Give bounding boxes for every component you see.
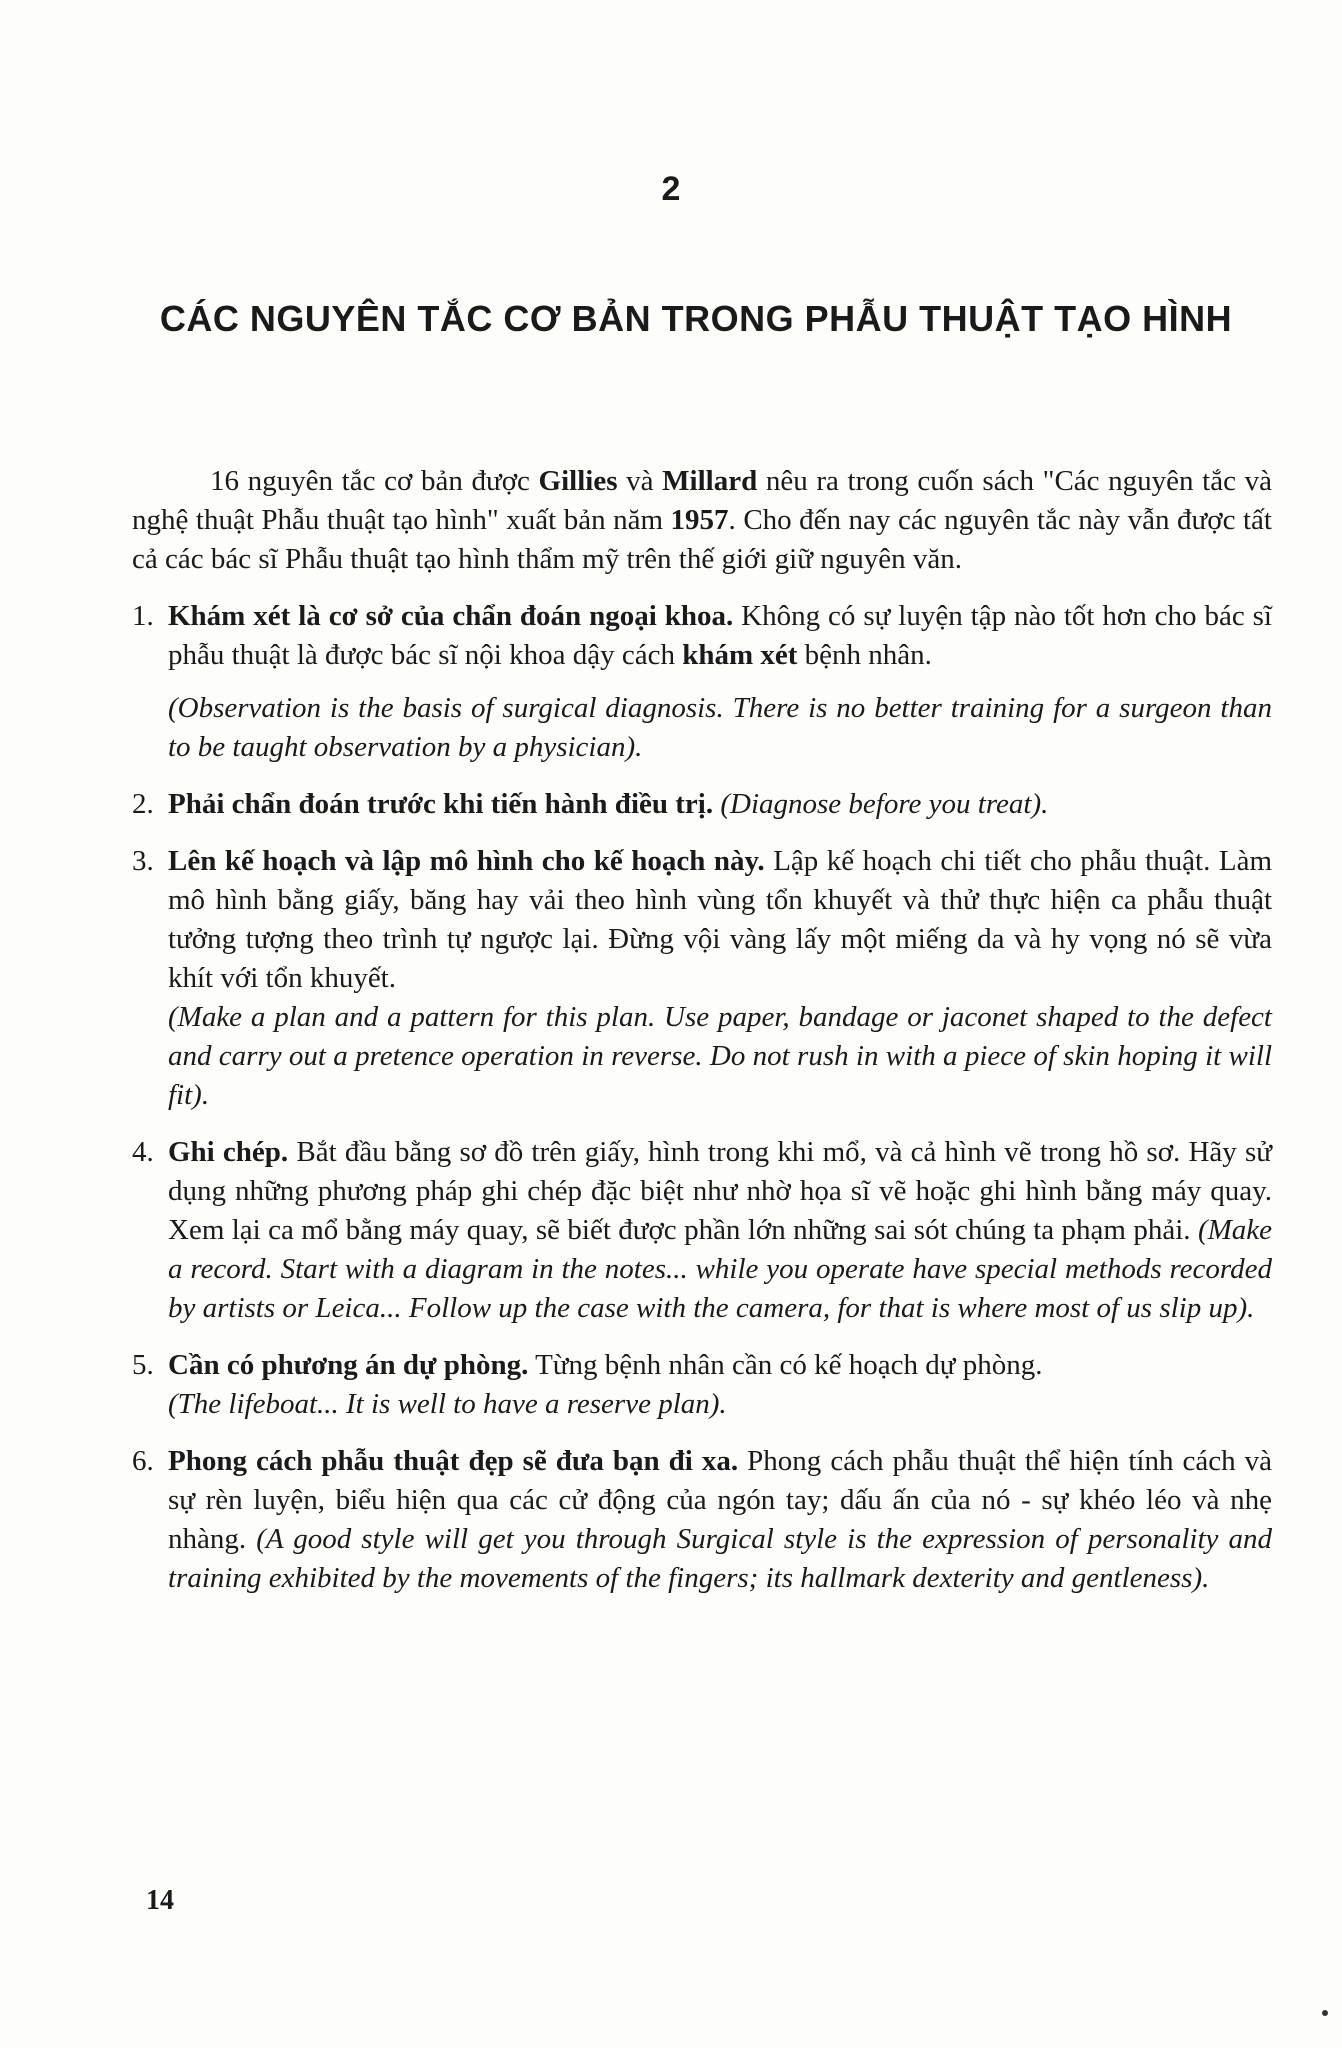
rule-text: Phong cách phẫu thuật thể hiện tính cách và sự rèn luyện, biểu hiện qua các cử động của ngón tay; dấu ấn của nó - sự khéo léo và nhẹ nhàng. (168, 1445, 1272, 1555)
rule-english: (Diagnose before you treat). (713, 788, 1049, 820)
intro-paragraph (132, 462, 1272, 579)
rule-text: Bắt đầu bằng sơ đồ trên giấy, hình trong khi mổ, và cả hình vẽ trong hồ sơ. Hãy sử dụng những phương pháp ghi chép đặc biệt như nhờ họa sĩ vẽ hoặc ghi hình bằng máy quay. Xem lại ca mổ bằng máy quay, sẽ biết được phần lớn những sai sót chúng ta phạm phải. (168, 1136, 1272, 1246)
rule-text-bold: khám xét (682, 639, 798, 671)
rule-title: Khám xét là cơ sở của chẩn đoán ngoại khoa. (168, 600, 734, 632)
rule-2 (132, 785, 1272, 824)
chapter-title: CÁC NGUYÊN TẮC CƠ BẢN TRONG PHẪU THUẬT TẠO HÌNH (159, 298, 1233, 339)
intro-text: và (617, 465, 663, 497)
publication-year: 1957 (670, 504, 729, 536)
intro-text: nêu ra trong cuốn sách "Các nguyên tắc và nghệ thuật Phẫu thuật tạo hình" xuất bản năm (132, 465, 1272, 536)
rule-number: 4. (132, 1136, 154, 1168)
rule-title: Phải chẩn đoán trước khi tiến hành điều trị. (168, 788, 714, 820)
rule-text: Lập kế hoạch chi tiết cho phẫu thuật. Làm mô hình bằng giấy, băng hay vải theo hình vùng tổn khuyết và thử thực hiện ca phẫu thuật tưởng tượng theo trình tự ngược lại. Đừng vội vàng lấy một miếng da và hy vọng nó sẽ vừa khít với tổn khuyết. (168, 845, 1272, 994)
rule-text: Từng bệnh nhân cần có kế hoạch dự phòng. (528, 1349, 1043, 1381)
rule-title: Cần có phương án dự phòng. (168, 1349, 529, 1381)
page-number: 14 (146, 1885, 174, 1916)
page-body (132, 462, 1272, 1616)
rule-3 (132, 842, 1272, 1115)
rule-number: 3. (132, 845, 154, 877)
author-gillies: Gillies (538, 465, 618, 497)
rule-english: (Make a record. Start with a diagram in the notes... while you operate have special methods recorded by artists or Leica... Follow up the case with the camera, for that is where most of us slip up). (168, 1214, 1273, 1324)
rule-english: (A good style will get you through Surgical style is the expression of personality and training exhibited by the movements of the fingers; its hallmark dexterity and gentleness). (168, 1523, 1272, 1594)
rule-number: 6. (132, 1445, 154, 1477)
rule-text: Không có sự luyện tập nào tốt hơn cho bác sĩ phẫu thuật là được bác sĩ nội khoa dậy cách (168, 600, 1272, 671)
rule-number: 2. (132, 788, 154, 820)
rule-text: bệnh nhân. (797, 639, 932, 671)
rule-number: 1. (132, 600, 154, 632)
rule-title: Ghi chép. (168, 1136, 289, 1168)
rule-english: (Observation is the basis of surgical diagnosis. There is no better training for a surgeon than to be taught observation by a physician). (168, 692, 1272, 763)
rule-number: 5. (132, 1349, 154, 1381)
rule-title: Phong cách phẫu thuật đẹp sẽ đưa bạn đi xa. (168, 1445, 739, 1477)
rule-title: Lên kế hoạch và lập mô hình cho kế hoạch này. (168, 845, 765, 877)
rule-english: (The lifeboat... It is well to have a reserve plan). (168, 1388, 727, 1420)
rule-4 (132, 1133, 1272, 1328)
intro-text: . Cho đến nay các nguyên tắc này vẫn được tất cả các bác sĩ Phẫu thuật tạo hình thẩm mỹ trên thế giới giữ nguyên văn. (132, 504, 1272, 575)
rule-1 (132, 597, 1272, 767)
rule-6 (132, 1442, 1272, 1598)
intro-text: 16 nguyên tắc cơ bản được (210, 465, 539, 497)
chapter-number: 2 (661, 170, 681, 208)
rule-5 (132, 1346, 1272, 1424)
rule-english: (Make a plan and a pattern for this plan. Use paper, bandage or jaconet shaped to the defect and carry out a pretence operation in reverse. Do not rush in with a piece of skin hoping it will fit). (168, 1001, 1272, 1111)
scan-mark (1322, 2010, 1328, 2016)
author-millard: Millard (662, 465, 758, 497)
